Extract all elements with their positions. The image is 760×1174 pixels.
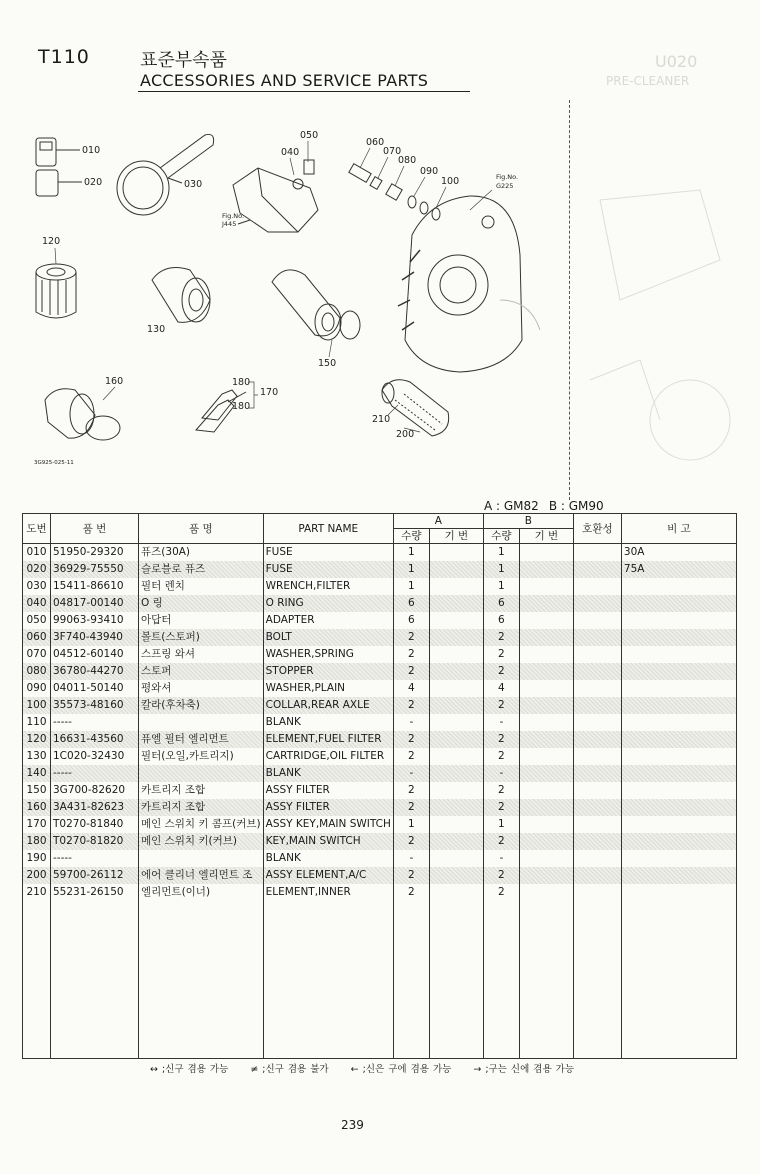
- cell-kr: 볼트(스토퍼): [139, 629, 264, 646]
- cell-qa: -: [393, 714, 429, 731]
- page-number: 239: [341, 1118, 364, 1132]
- cell-part: T0270-81840: [51, 816, 139, 833]
- header-serial-b: 기 번: [519, 529, 573, 544]
- cell-name: BLANK: [263, 714, 393, 731]
- cell-qb: 2: [483, 646, 519, 663]
- cell-ka: [429, 544, 483, 562]
- callout-080: 080: [398, 155, 417, 166]
- cell-inter: [573, 714, 621, 731]
- cell-kr: O 링: [139, 595, 264, 612]
- cell-qa: -: [393, 850, 429, 867]
- cell-part: 15411-86610: [51, 578, 139, 595]
- cell-kr: 슬로블로 퓨즈: [139, 561, 264, 578]
- callout-070: 070: [383, 146, 402, 157]
- cell-no: 180: [23, 833, 51, 850]
- cell-ka: [429, 765, 483, 782]
- cell-remark: [621, 697, 736, 714]
- cell-ka: [429, 578, 483, 595]
- table-row: [23, 884, 737, 901]
- cell-kr: 퓨엘 필터 엘리먼트: [139, 731, 264, 748]
- cell-no: 130: [23, 748, 51, 765]
- diagram-divider: [569, 100, 570, 500]
- cell-qa: 6: [393, 612, 429, 629]
- interchange-legend: [150, 1061, 592, 1075]
- legend-old-for-new: → ;구는 신에 겸용 가능: [473, 1064, 574, 1075]
- model-a-label: A : GM82: [484, 499, 539, 513]
- cell-qb: 1: [483, 561, 519, 578]
- show-through-lines: [590, 190, 730, 460]
- cell-part: 55231-26150: [51, 884, 139, 901]
- cell-name: BLANK: [263, 850, 393, 867]
- callout-020: 020: [84, 177, 103, 188]
- table-row: [23, 629, 737, 646]
- callout-120: 120: [42, 236, 61, 247]
- cell-remark: [621, 765, 736, 782]
- callout-210: 210: [372, 414, 391, 425]
- cell-name: COLLAR,REAR AXLE: [263, 697, 393, 714]
- cell-name: O RING: [263, 595, 393, 612]
- callout-090: 090: [420, 166, 439, 177]
- cell-part: 99063-93410: [51, 612, 139, 629]
- table-row: [23, 714, 737, 731]
- section-code: T110: [38, 46, 90, 68]
- cell-qb: 4: [483, 680, 519, 697]
- cell-qa: 2: [393, 731, 429, 748]
- cell-remark: [621, 629, 736, 646]
- callout-160: 160: [105, 376, 124, 387]
- callout-150: 150: [318, 358, 337, 369]
- cell-kb: [519, 799, 573, 816]
- cell-remark: [621, 850, 736, 867]
- cell-part: 3A431-82623: [51, 799, 139, 816]
- header-no: 도번: [23, 514, 51, 544]
- cell-name: WASHER,SPRING: [263, 646, 393, 663]
- cell-no: 200: [23, 867, 51, 884]
- cell-qa: 1: [393, 816, 429, 833]
- cell-qb: -: [483, 714, 519, 731]
- air-cleaner-element-drawing: [382, 380, 449, 436]
- cell-no: 020: [23, 561, 51, 578]
- cell-name: FUSE: [263, 544, 393, 562]
- table-row: [23, 833, 737, 850]
- cell-remark: [621, 646, 736, 663]
- table-row: [23, 731, 737, 748]
- table-row: [23, 850, 737, 867]
- cell-ka: [429, 748, 483, 765]
- callout-060: 060: [366, 137, 385, 148]
- cell-kr: 퓨즈(30A): [139, 544, 264, 562]
- cell-inter: [573, 561, 621, 578]
- cell-ka: [429, 629, 483, 646]
- cell-name: WRENCH,FILTER: [263, 578, 393, 595]
- cell-inter: [573, 578, 621, 595]
- header-interchange: 호환성: [573, 514, 621, 544]
- cell-inter: [573, 799, 621, 816]
- callout-180-b: 180: [232, 401, 251, 412]
- cell-name: WASHER,PLAIN: [263, 680, 393, 697]
- cell-no: 010: [23, 544, 51, 562]
- fig-ref-g225-label: Fig.No.: [496, 173, 519, 181]
- callout-050: 050: [300, 130, 319, 141]
- cell-kb: [519, 816, 573, 833]
- cell-qb: 2: [483, 782, 519, 799]
- cell-qb: 2: [483, 799, 519, 816]
- cell-remark: [621, 680, 736, 697]
- cell-part: T0270-81820: [51, 833, 139, 850]
- cell-kr: 필터(오일,카트리지): [139, 748, 264, 765]
- cell-kb: [519, 612, 573, 629]
- cell-qa: 2: [393, 867, 429, 884]
- cell-qb: 1: [483, 816, 519, 833]
- cell-no: 100: [23, 697, 51, 714]
- cell-no: 080: [23, 663, 51, 680]
- image-code: 3G925-025-11: [34, 460, 74, 466]
- cell-ka: [429, 663, 483, 680]
- cell-name: ASSY ELEMENT,A/C: [263, 867, 393, 884]
- cell-no: 140: [23, 765, 51, 782]
- filter-wrench-drawing: [117, 134, 214, 215]
- cell-name: ASSY FILTER: [263, 782, 393, 799]
- cell-part: -----: [51, 765, 139, 782]
- cell-kr: [139, 850, 264, 867]
- cell-no: 150: [23, 782, 51, 799]
- parts-table: [22, 513, 737, 1059]
- cell-remark: [621, 884, 736, 901]
- callout-010: 010: [82, 145, 101, 156]
- cell-qb: 2: [483, 884, 519, 901]
- cell-qa: 2: [393, 833, 429, 850]
- header-group-a: A: [393, 514, 483, 529]
- cell-remark: [621, 816, 736, 833]
- cell-kr: 카트리지 조합: [139, 799, 264, 816]
- cell-kb: [519, 629, 573, 646]
- cell-qa: 2: [393, 884, 429, 901]
- cell-remark: [621, 663, 736, 680]
- cell-part: 51950-29320: [51, 544, 139, 562]
- cell-inter: [573, 816, 621, 833]
- callout-100: 100: [441, 176, 460, 187]
- cell-inter: [573, 833, 621, 850]
- cell-remark: [621, 833, 736, 850]
- cell-ka: [429, 799, 483, 816]
- header-qty-b: 수량: [483, 529, 519, 544]
- cell-remark: [621, 748, 736, 765]
- cell-kb: [519, 867, 573, 884]
- cartridge-assy-filter-drawing: [272, 270, 360, 340]
- cell-ka: [429, 867, 483, 884]
- cell-no: 060: [23, 629, 51, 646]
- cell-kr: 아답터: [139, 612, 264, 629]
- cell-name: BLANK: [263, 765, 393, 782]
- cell-name: BOLT: [263, 629, 393, 646]
- cell-no: 090: [23, 680, 51, 697]
- cell-ka: [429, 731, 483, 748]
- cell-no: 160: [23, 799, 51, 816]
- cell-name: KEY,MAIN SWITCH: [263, 833, 393, 850]
- cell-kr: 스프링 와셔: [139, 646, 264, 663]
- cell-remark: [621, 867, 736, 884]
- cell-ka: [429, 833, 483, 850]
- cell-kr: 메인 스위치 키 콤프(커브): [139, 816, 264, 833]
- cell-no: 030: [23, 578, 51, 595]
- cell-inter: [573, 850, 621, 867]
- cell-ka: [429, 561, 483, 578]
- cell-qa: 2: [393, 646, 429, 663]
- valve-block-drawing: [233, 160, 318, 232]
- cell-ka: [429, 884, 483, 901]
- table-empty-space: [23, 901, 737, 1059]
- cell-name: ASSY KEY,MAIN SWITCH: [263, 816, 393, 833]
- cell-kr: 칼라(후차축): [139, 697, 264, 714]
- table-row: [23, 765, 737, 782]
- table-row: [23, 595, 737, 612]
- cell-name: ASSY FILTER: [263, 799, 393, 816]
- cell-kb: [519, 663, 573, 680]
- cell-remark: [621, 782, 736, 799]
- page-title-korean: 표준부속품: [140, 50, 227, 71]
- legend-both-ways: ↔ ;신구 겸용 가능: [150, 1064, 229, 1075]
- title-underline: [138, 91, 470, 92]
- cell-kb: [519, 578, 573, 595]
- cell-qa: 1: [393, 578, 429, 595]
- model-b-label: B : GM90: [548, 499, 604, 513]
- table-row: [23, 697, 737, 714]
- table-row: [23, 782, 737, 799]
- cell-part: 36929-75550: [51, 561, 139, 578]
- cell-name: ADAPTER: [263, 612, 393, 629]
- cell-qb: -: [483, 765, 519, 782]
- cell-remark: [621, 714, 736, 731]
- cell-qa: 2: [393, 697, 429, 714]
- table-row: [23, 646, 737, 663]
- cell-kr: 필터 렌치: [139, 578, 264, 595]
- cell-no: 110: [23, 714, 51, 731]
- cell-ka: [429, 595, 483, 612]
- cell-inter: [573, 697, 621, 714]
- cell-name: ELEMENT,INNER: [263, 884, 393, 901]
- cell-part: 35573-48160: [51, 697, 139, 714]
- cell-qa: 2: [393, 663, 429, 680]
- fig-ref-j445-number: J445: [222, 220, 237, 228]
- cell-part: 16631-43560: [51, 731, 139, 748]
- table-row: [23, 799, 737, 816]
- cell-part: 3G700-82620: [51, 782, 139, 799]
- table-row: [23, 680, 737, 697]
- cell-part: 04011-50140: [51, 680, 139, 697]
- cell-ka: [429, 816, 483, 833]
- cell-qb: 6: [483, 595, 519, 612]
- cell-qa: -: [393, 765, 429, 782]
- cell-ka: [429, 680, 483, 697]
- cell-qb: 2: [483, 833, 519, 850]
- cell-kb: [519, 714, 573, 731]
- cell-part: 59700-26112: [51, 867, 139, 884]
- cell-inter: [573, 663, 621, 680]
- show-through-text: PRE-CLEANER: [606, 74, 690, 88]
- page-title-english: ACCESSORIES AND SERVICE PARTS: [140, 71, 429, 90]
- cell-no: 120: [23, 731, 51, 748]
- cell-part: 3F740-43940: [51, 629, 139, 646]
- cell-kr: 에어 클리너 엘리먼트 조: [139, 867, 264, 884]
- cell-part: 36780-44270: [51, 663, 139, 680]
- cell-kb: [519, 884, 573, 901]
- cell-ka: [429, 850, 483, 867]
- gear-housing-drawing: [398, 196, 540, 372]
- cell-qa: 2: [393, 748, 429, 765]
- cell-kb: [519, 561, 573, 578]
- cell-inter: [573, 595, 621, 612]
- cell-kb: [519, 595, 573, 612]
- cell-inter: [573, 782, 621, 799]
- header-remarks: 비 고: [621, 514, 736, 544]
- cell-qa: 2: [393, 782, 429, 799]
- oil-filter-cartridge-drawing: [152, 268, 210, 323]
- cell-ka: [429, 612, 483, 629]
- fig-ref-j445-label: Fig.No.: [222, 212, 245, 220]
- header-name-kr: 품 명: [139, 514, 264, 544]
- parts-table-body: [23, 544, 737, 1059]
- cell-qb: 6: [483, 612, 519, 629]
- cell-no: 170: [23, 816, 51, 833]
- cell-ka: [429, 646, 483, 663]
- cell-qb: 2: [483, 697, 519, 714]
- cell-part: -----: [51, 850, 139, 867]
- cell-kr: 엘리먼트(이너): [139, 884, 264, 901]
- table-row: [23, 748, 737, 765]
- cell-remark: [621, 799, 736, 816]
- table-row: [23, 867, 737, 884]
- cell-no: 070: [23, 646, 51, 663]
- cell-name: FUSE: [263, 561, 393, 578]
- cell-qa: 6: [393, 595, 429, 612]
- cell-ka: [429, 697, 483, 714]
- cell-remark: [621, 595, 736, 612]
- cell-inter: [573, 544, 621, 562]
- cell-kr: 메인 스위치 키(커브): [139, 833, 264, 850]
- cell-inter: [573, 748, 621, 765]
- parts-exploded-diagram: [0, 95, 760, 500]
- cell-inter: [573, 680, 621, 697]
- header-qty-a: 수량: [393, 529, 429, 544]
- cell-qb: 2: [483, 629, 519, 646]
- fuel-filter-element-drawing: [36, 264, 76, 318]
- callout-130: 130: [147, 324, 166, 335]
- cell-kr: 카트리지 조합: [139, 782, 264, 799]
- cell-inter: [573, 612, 621, 629]
- header-serial-a: 기 번: [429, 529, 483, 544]
- cell-qa: 2: [393, 799, 429, 816]
- cell-inter: [573, 731, 621, 748]
- assy-filter-drawing: [45, 389, 120, 440]
- show-through-code: U020: [655, 52, 698, 71]
- cell-inter: [573, 867, 621, 884]
- fuse-30a-drawing: [36, 138, 80, 166]
- cell-kr: 스토퍼: [139, 663, 264, 680]
- cell-inter: [573, 629, 621, 646]
- cell-no: 050: [23, 612, 51, 629]
- header-part-name: PART NAME: [263, 514, 393, 544]
- cell-part: -----: [51, 714, 139, 731]
- cell-qa: 1: [393, 561, 429, 578]
- model-legend: [484, 499, 604, 513]
- cell-qb: 2: [483, 748, 519, 765]
- legend-new-for-old: ← ;신은 구에 겸용 가능: [350, 1064, 452, 1075]
- cell-remark: 75A: [621, 561, 736, 578]
- cell-kb: [519, 731, 573, 748]
- cell-qa: 4: [393, 680, 429, 697]
- table-row: [23, 612, 737, 629]
- cell-remark: [621, 731, 736, 748]
- cell-kb: [519, 850, 573, 867]
- cell-inter: [573, 646, 621, 663]
- cell-name: STOPPER: [263, 663, 393, 680]
- cell-kb: [519, 646, 573, 663]
- cell-inter: [573, 765, 621, 782]
- cell-part: 04512-60140: [51, 646, 139, 663]
- cell-no: 040: [23, 595, 51, 612]
- fig-ref-g225-number: G225: [496, 182, 514, 190]
- callout-170: 170: [260, 387, 279, 398]
- table-header-row: [23, 514, 737, 529]
- cell-qb: 2: [483, 867, 519, 884]
- cell-no: 190: [23, 850, 51, 867]
- cell-remark: [621, 578, 736, 595]
- table-row: [23, 578, 737, 595]
- cell-no: 210: [23, 884, 51, 901]
- cell-qb: 2: [483, 731, 519, 748]
- cell-qb: 1: [483, 544, 519, 562]
- cell-ka: [429, 714, 483, 731]
- cell-kb: [519, 680, 573, 697]
- table-row: [23, 816, 737, 833]
- table-row: [23, 663, 737, 680]
- cell-kr: [139, 765, 264, 782]
- cell-kr: [139, 714, 264, 731]
- cell-remark: [621, 612, 736, 629]
- fuse-75a-drawing: [36, 170, 82, 196]
- callout-030: 030: [184, 179, 203, 190]
- callout-200: 200: [396, 429, 415, 440]
- cell-qb: 1: [483, 578, 519, 595]
- header-part-no: 품 번: [51, 514, 139, 544]
- cell-kb: [519, 765, 573, 782]
- callout-180-a: 180: [232, 377, 251, 388]
- table-row: [23, 544, 737, 562]
- cell-qb: -: [483, 850, 519, 867]
- cell-kb: [519, 697, 573, 714]
- legend-not-interchangeable: ≠ ;신구 겸용 불가: [250, 1064, 329, 1075]
- cell-name: CARTRIDGE,OIL FILTER: [263, 748, 393, 765]
- cell-name: ELEMENT,FUEL FILTER: [263, 731, 393, 748]
- cell-qb: 2: [483, 663, 519, 680]
- cell-kb: [519, 782, 573, 799]
- cell-part: 04817-00140: [51, 595, 139, 612]
- cell-kr: 평와셔: [139, 680, 264, 697]
- cell-inter: [573, 884, 621, 901]
- cell-part: 1C020-32430: [51, 748, 139, 765]
- cell-qa: 2: [393, 629, 429, 646]
- header-group-b: B: [483, 514, 573, 529]
- cell-remark: 30A: [621, 544, 736, 562]
- cell-kb: [519, 833, 573, 850]
- table-row: [23, 561, 737, 578]
- callout-040: 040: [281, 147, 300, 158]
- cell-kb: [519, 748, 573, 765]
- cell-qa: 1: [393, 544, 429, 562]
- cell-ka: [429, 782, 483, 799]
- cell-kb: [519, 544, 573, 562]
